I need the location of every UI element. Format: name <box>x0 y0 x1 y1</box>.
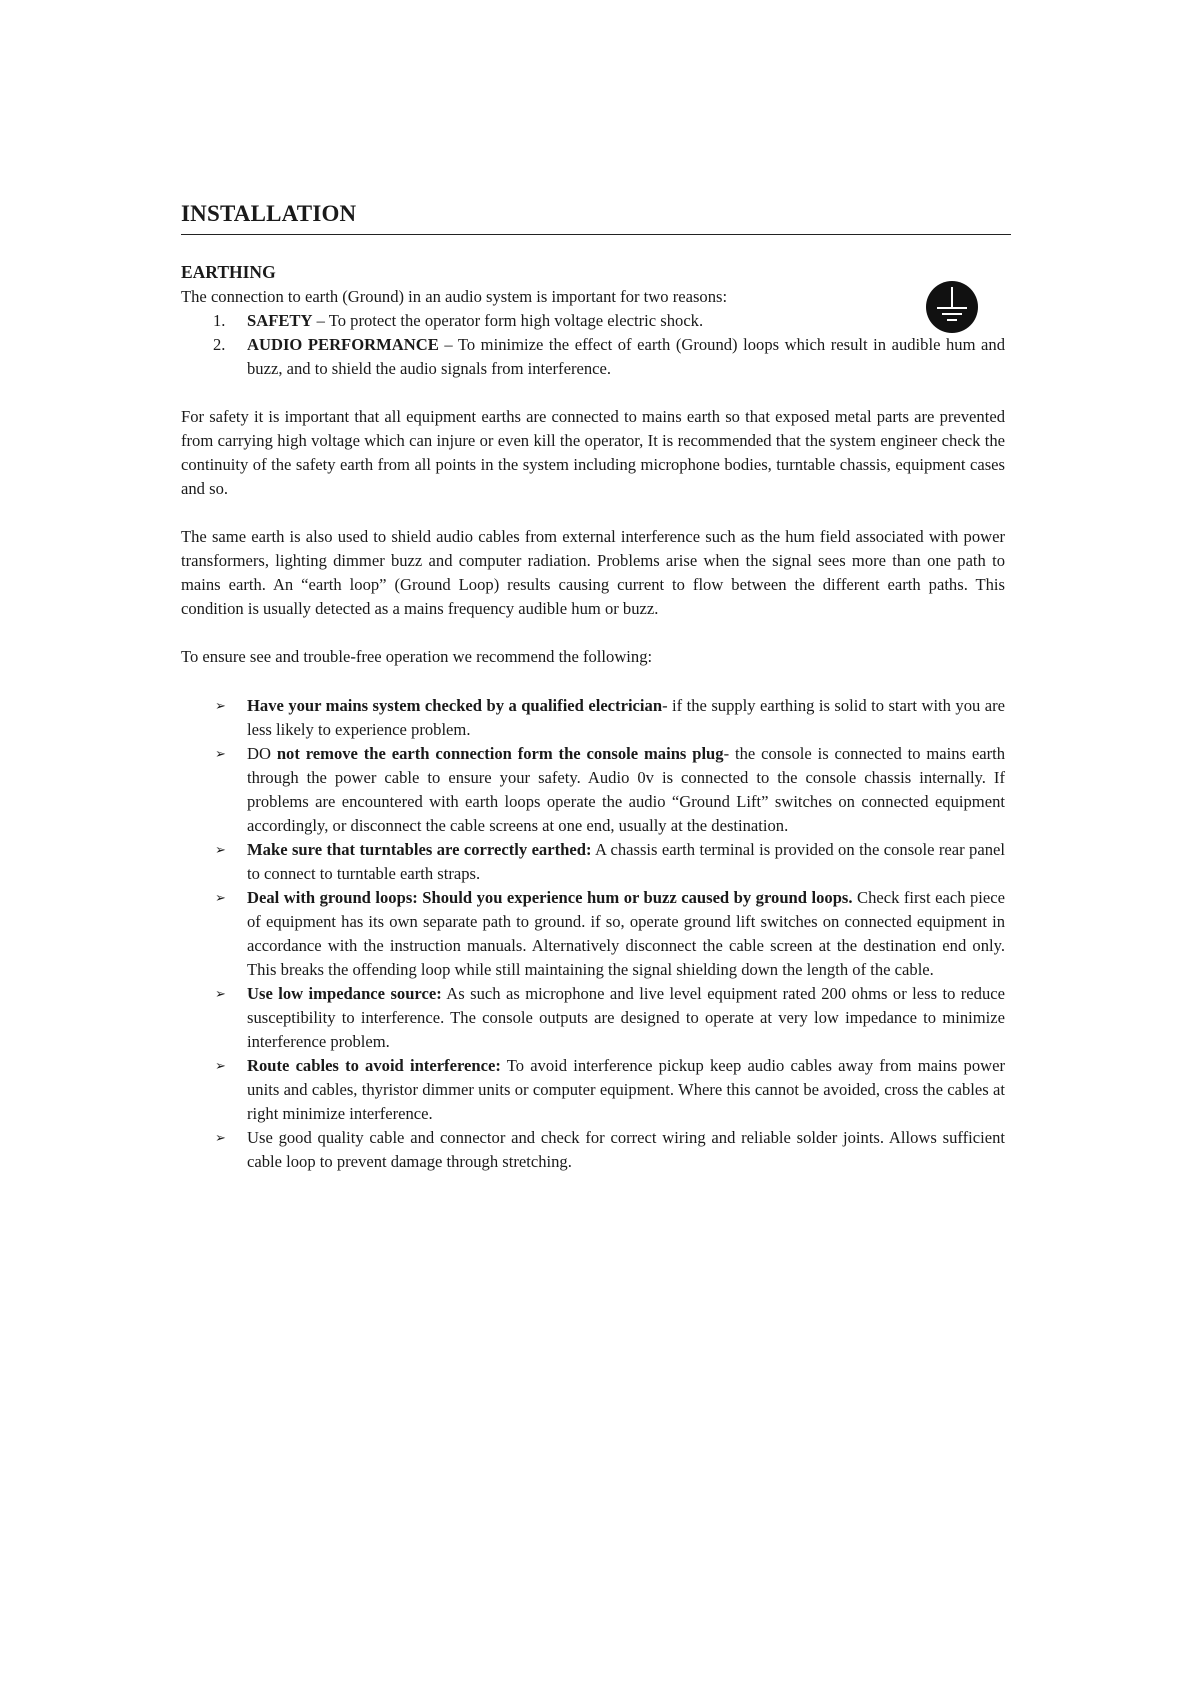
reason-item <box>181 309 1005 333</box>
recommendation-text: A chassis earth terminal is provided on the console rear panel to connect to turntable earth straps. <box>247 840 1005 883</box>
recommendation-item <box>181 694 1005 742</box>
arrow-bullet-icon: ➢ <box>215 986 226 1001</box>
arrow-bullet-icon: ➢ <box>215 842 226 857</box>
recommendation-bold: Make sure that turntables are correctly earthed: <box>247 840 592 859</box>
arrow-bullet-icon: ➢ <box>215 890 226 905</box>
recommend-paragraph: To ensure see and trouble-free operation we recommend the following: <box>181 647 653 666</box>
recommendation-bold: Use low impedance source: <box>247 984 442 1003</box>
earth-ground-icon <box>926 281 978 333</box>
recommendation-item <box>181 886 1005 982</box>
recommendation-prefix: DO <box>247 744 277 763</box>
earthing-section <box>181 259 1005 1174</box>
shielding-paragraph: The same earth is also used to shield audio cables from external interference such as the hum field associated with power transformers, lighting dimmer buzz and computer radiation. Problems arise when the signal sees more than one path to mains earth. An “earth loop” (Ground Loop) results causing current to flow between the different earth paths. This condition is usually detected as a mains frequency audible hum or buzz. <box>181 527 1005 618</box>
arrow-bullet-icon: ➢ <box>215 698 226 713</box>
recommendation-text: To avoid interference pickup keep audio cables away from mains power units and cables, thyristor dimmer units or computer equipment. Where this cannot be avoided, cross the cables at right minimize interference. <box>247 1056 1006 1123</box>
reason-bold: SAFETY <box>247 311 313 330</box>
recommendation-text: - if the supply earthing is solid to start with you are less likely to experience problem. <box>247 696 1005 739</box>
recommendation-bold: Route cables to avoid interference: <box>247 1056 501 1075</box>
recommendation-item <box>181 838 1005 886</box>
reason-text: – To minimize the effect of earth (Ground) loops which result in audible hum and buzz, and to shield the audio signals from interference. <box>247 335 1005 378</box>
page-title: INSTALLATION <box>181 201 357 226</box>
recommendation-bold: Have your mains system checked by a qualified electrician <box>247 696 663 715</box>
reason-number: 2. <box>213 335 226 354</box>
recommendation-text: As such as microphone and live level equipment rated 200 ohms or less to reduce susceptibility to interference. The console outputs are designed to operate at very low impedance to minimize interference problem. <box>247 984 1005 1051</box>
reason-item <box>181 333 1005 381</box>
safety-paragraph: For safety it is important that all equipment earths are connected to mains earth so that exposed metal parts are prevented from carrying high voltage which can injure or even kill the operator, It is recommended that the system engineer check the continuity of the safety earth from all points in the system including microphone bodies, turntable chassis, equipment cases and so. <box>181 407 1005 498</box>
recommendation-bold: not remove the earth connection form the console mains plug <box>276 744 724 763</box>
recommendation-text: Use good quality cable and connector and check for correct wiring and reliable solder joints. Allows sufficient cable loop to prevent damage through stretching. <box>247 1128 1005 1171</box>
recommendations-list <box>181 694 1005 1174</box>
reasons-list <box>181 309 1005 381</box>
reason-number: 1. <box>213 311 226 330</box>
recommendation-item <box>181 1126 1005 1174</box>
arrow-bullet-icon: ➢ <box>215 1058 226 1073</box>
section-heading: EARTHING <box>181 262 276 282</box>
reason-bold: AUDIO PERFORMANCE <box>247 335 439 354</box>
arrow-bullet-icon: ➢ <box>215 746 226 761</box>
recommendation-item <box>181 742 1005 838</box>
recommendation-text: Check first each piece of equipment has its own separate path to ground. if so, operate ground lift switches on connected equipment in accordance with the instruction manuals. Alternatively disconnect the cable screen at the destination end only. This breaks the offending loop while still maintaining the signal shielding down the length of the cable. <box>247 888 1005 979</box>
reason-text: – To protect the operator form high voltage electric shock. <box>312 311 704 330</box>
recommendation-item <box>181 982 1005 1054</box>
recommendation-text: - the console is connected to mains earth through the power cable to ensure your safety. Audio 0v is connected to the console chassis internally. If problems are encountered with earth loops operate the audio “Ground Lift” switches on connected equipment accordingly, or disconnect the cable screens at one end, usually at the destination. <box>247 744 1005 835</box>
recommendation-item <box>181 1054 1005 1126</box>
intro-text: The connection to earth (Ground) in an audio system is important for two reasons: <box>181 287 728 306</box>
arrow-bullet-icon: ➢ <box>215 1130 226 1145</box>
recommendation-bold: Deal with ground loops: Should you experience hum or buzz caused by ground loops. <box>247 888 853 907</box>
title-divider <box>181 234 1011 235</box>
